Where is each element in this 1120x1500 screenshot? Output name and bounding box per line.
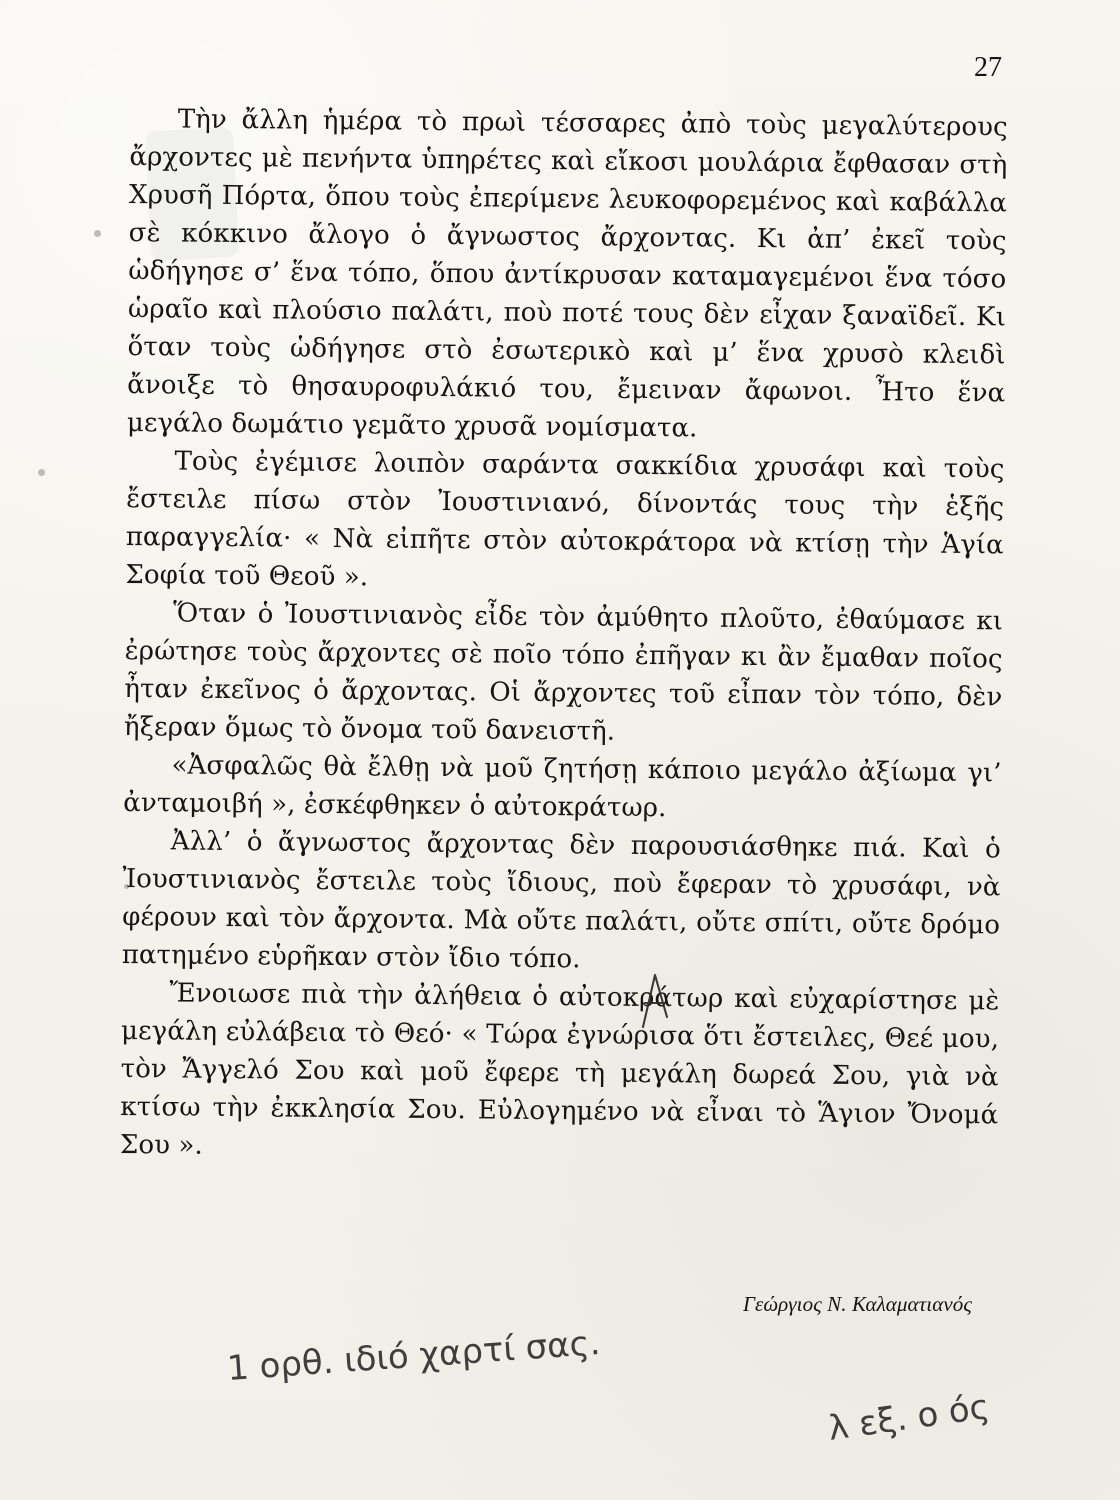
handwritten-note-side: λ εξ. ο ός [825,1386,992,1449]
paragraph-5: Ἀλλ’ ὁ ἄγνωστος ἄρχοντας δὲν παρουσιάσθηκε πιά. Καὶ ὁ Ἰουστινιανὸς ἔστειλε τοὺς ἴδιους, ποὺ ἔφεραν τὸ χρυσάφι, νὰ φέρουν καὶ τὸν ἄρχοντα. Μὰ οὔτε παλάτι, οὔτε σπίτι, οὔτε δρόμο πατημένο εὑρῆκαν στὸν ἴδιο τόπο. [121,826,1001,975]
page-number: 27 [974,52,1002,83]
paragraph-6: Ἔνοιωσε πιὰ τὴν ἀλήθεια ὁ αὐτοκράτωρ καὶ εὐχαρίστησε μὲ μεγάλη εὐλάβεια τὸ Θεό· « Τώρα ἐγνώρισα ὅτι ἔστειλες, Θεέ μου, τὸν Ἄγγελό Σου καὶ μοῦ ἔφερε τὴ μεγάλη δωρεά Σου, γιὰ νὰ κτίσω τὴν ἐκκλησία Σου. Εὐλογημένο νὰ εἶναι τὸ Ἅγιον Ὄνομά Σου ». [119,978,1000,1161]
paragraph-4: «Ἀσφαλῶς θὰ ἔλθῃ νὰ μοῦ ζητήσῃ κάποιο μεγάλο ἀξίωμα γι’ ἀνταμοιβή », ἐσκέφθηκεν ὁ αὐτοκράτωρ. [123,750,1002,824]
paragraph-3: Ὅταν ὁ Ἰουστινιανὸς εἶδε τὸν ἀμύθητο πλοῦτο, ἐθαύμασε κι ἐρώτησε τοὺς ἄρχοντες σὲ ποῖο τόπο ἐπῆγαν κι ἂν ἔμαθαν ποῖος ἦταν ἐκεῖνος ὁ ἄρχοντας. Οἱ ἄρχοντες τοῦ εἶπαν τὸν τόπο, δὲν ἤξεραν ὅμως τὸ ὄνομα τοῦ δανειστῆ. [123,598,1004,747]
paragraph-1: Τὴν ἄλλη ἡμέρα τὸ πρωὶ τέσσαρες ἀπὸ τοὺς μεγαλύτερους ἄρχοντες μὲ πενήντα ὑπηρέτες καὶ εἴκοσι μουλάρια ἔφθασαν στὴ Χρυσῆ Πόρτα, ὅπου τοὺς ἐπερίμενε λευκοφορεμένος καὶ καβάλλα σὲ κόκκινο ἄλογο ὁ ἄγνωστος ἄρχοντας. Κι ἀπ’ ἐκεῖ τοὺς ὡδήγησε σ’ ἕνα τόπο, ὅπου ἀντίκρυσαν καταμαγεμένοι ἕνα τόσο ὡραῖο καὶ πλούσιο παλάτι, ποὺ ποτέ τους δὲν εἶχαν ξαναϊδεῖ. Κι ὅταν τοὺς ὡδήγησε στὸ ἐσωτερικὸ καὶ μ’ ἕνα χρυσὸ κλειδὶ ἄνοιξε τὸ θησαυροφυλάκιό του, ἔμειναν ἄφωνοι. Ἦτο ἕνα μεγάλο δωμάτιο γεμᾶτο χρυσᾶ νομίσματα. [126,104,1008,444]
handwritten-note-line: 1 ορθ. ιδιό χαρτί σας. [225,1322,602,1389]
handwritten-note [220,1310,1100,1490]
margin-mark [38,469,45,476]
main-text-block [120,100,1008,1172]
author-signature: Γεώργιος Ν. Καλαματιανός [742,1292,972,1316]
paragraph-2: Τοὺς ἐγέμισε λοιπὸν σαράντα σακκίδια χρυσάφι καὶ τοὺς ἔστειλε πίσω στὸν Ἰουστινιανό, δίνοντάς τους τὴν ἑξῆς παραγγελία· « Νὰ εἰπῆτε στὸν αὐτοκράτορα νὰ κτίσῃ τὴν Ἁγία Σοφία τοῦ Θεοῦ ». [125,446,1005,593]
margin-mark [94,230,101,237]
